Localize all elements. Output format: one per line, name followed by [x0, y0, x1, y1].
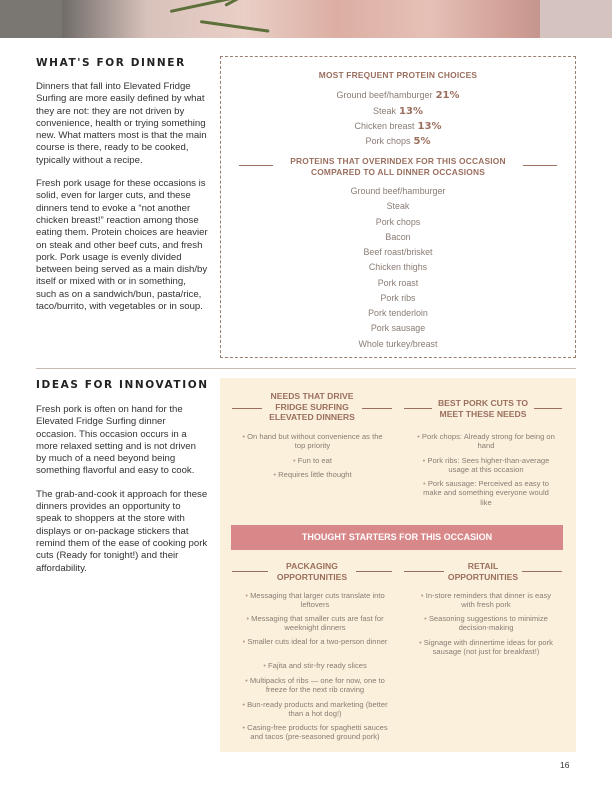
header-photo	[0, 0, 612, 38]
section-title-ideas: IDEAS FOR INNOVATION	[36, 379, 209, 391]
overindex-item: Chicken thighs	[368, 262, 428, 272]
best-cuts-bullet: • Pork chops: Already strong for being on hand	[417, 432, 555, 451]
frequent-label: Steak	[373, 106, 397, 116]
packaging-title-line: OPPORTUNITIES	[276, 571, 348, 582]
retail-bullet: • Seasoning suggestions to minimize decision-making	[417, 614, 555, 633]
overindex-item: Pork roast	[377, 278, 419, 288]
page-number: 16	[560, 760, 570, 770]
divider-rule	[232, 571, 268, 572]
needs-bullet: • On hand but without convenience as the top priority	[240, 432, 385, 451]
retail-title-line: OPPORTUNITIES	[447, 571, 519, 582]
dinner-body	[36, 81, 208, 324]
packaging-bullet: • Messaging that smaller cuts are fast for weeknight dinners	[236, 614, 394, 633]
retail-bullet: • In-store reminders that dinner is easy with fresh pork	[417, 591, 555, 610]
needs-bullet: • Requires little thought	[240, 470, 385, 479]
overindex-item: Whole turkey/breast	[358, 339, 438, 349]
overindex-title-line: PROTEINS THAT OVERINDEX FOR THIS OCCASION	[290, 156, 506, 166]
frequent-label: Pork chops	[365, 136, 411, 146]
packaging-title-line: PACKAGING	[286, 561, 338, 571]
retail-title	[442, 561, 524, 582]
overindex-item: Bacon	[385, 232, 411, 242]
divider-rule	[534, 408, 562, 409]
frequent-item	[221, 136, 575, 147]
overindex-title-line: COMPARED TO ALL DINNER OCCASIONS	[310, 166, 486, 177]
frequent-item	[221, 106, 575, 117]
frequent-item	[221, 90, 575, 101]
frequent-item	[221, 121, 575, 132]
best-cuts-title-line: MEET THESE NEEDS	[439, 408, 527, 419]
overindex-item: Pork tenderloin	[368, 308, 428, 318]
packaging-bullet: • Multipacks of ribs — one for now, one to freeze for the next rib craving	[236, 676, 394, 695]
section-title-dinner: WHAT'S FOR DINNER	[36, 57, 186, 69]
frequent-label: Ground beef/hamburger	[336, 90, 433, 100]
best-cuts-title-line: BEST PORK CUTS TO	[437, 398, 529, 408]
divider-rule	[404, 408, 432, 409]
retail-title-line: RETAIL	[467, 561, 499, 571]
needs-title-line: NEEDS THAT DRIVE	[270, 391, 354, 401]
packaging-title	[266, 561, 358, 582]
needs-title-line: ELEVATED DINNERS	[269, 412, 355, 423]
needs-title-line: FRIDGE SURFING	[275, 401, 349, 412]
ideas-paragraph: The grab-and-cook it approach for these dinners provides an opportunity to speak to shoppers at the store with displays or on-package stickers that remind them of the ease of cooking pork cuts (Ready for tonight!) and their affordability.	[36, 488, 208, 574]
best-cuts-bullet: • Pork ribs: Sees higher-than-average usage at this occasion	[417, 456, 555, 475]
overindex-item: Ground beef/hamburger	[350, 186, 446, 196]
dinner-paragraph: Fresh pork usage for these occasions is solid, even for larger cuts, and these dinners tend to evoke a “not another chicken breast!” reaction among those eating them. Protein choices are heavier on steak and other beef cuts, and fresh pork. Pork usage is evenly divided between being served as a main dish/by itself or mixed with or in something, such as on a sandwich/bun, pasta/rice, taco/burrito, with vegetables or in soup.	[36, 178, 208, 313]
frequent-title: MOST FREQUENT PROTEIN CHOICES	[318, 70, 478, 80]
needs-bullet: • Fun to eat	[240, 456, 385, 465]
packaging-bullet: • Messaging that larger cuts translate into leftovers	[236, 591, 394, 610]
protein-choices-box	[220, 56, 576, 358]
frequent-pct: 13%	[417, 121, 442, 132]
overindex-item: Pork sausage	[370, 323, 426, 333]
dinner-paragraph: Dinners that fall into Elevated Fridge Surfing are more easily defined by what they are not: they are not driven by convenience, health or trying something new. What matters most is that the main course is there, ready to be cooked, typically without a recipe.	[36, 81, 207, 166]
frequent-pct: 13%	[399, 106, 423, 117]
packaging-bullet: • Fajita and stir-fry ready slices	[236, 661, 394, 670]
frequent-label: Chicken breast	[354, 121, 415, 131]
frequent-pct: 21%	[435, 90, 460, 101]
packaging-bullet: • Smaller cuts ideal for a two-person dinner	[236, 637, 394, 646]
frequent-pct: 5%	[413, 136, 431, 147]
packaging-bullet: • Bun-ready products and marketing (better than a hot dog!)	[236, 700, 394, 719]
overindex-item: Steak	[386, 201, 410, 211]
needs-title	[262, 391, 362, 423]
best-cuts-bullet: • Pork sausage: Perceived as easy to make and something everyone would like	[417, 479, 555, 507]
retail-bullet: • Signage with dinnertime ideas for pork sausage (not just for breakfast!)	[417, 638, 555, 657]
section-divider	[36, 368, 576, 369]
divider-rule	[404, 571, 444, 572]
rosemary-sprig	[200, 20, 270, 33]
overindex-title	[221, 156, 575, 177]
rosemary-sprig	[170, 0, 259, 13]
overindex-item: Pork ribs	[380, 293, 416, 303]
ideas-body	[36, 404, 208, 586]
divider-rule	[362, 408, 392, 409]
divider-rule	[356, 571, 392, 572]
overindex-item: Beef roast/brisket	[363, 247, 433, 257]
ideas-paragraph: Fresh pork is often on hand for the Elevated Fridge Surfing dinner occasion. This occasion occurs in a more relaxed setting and is not driven by much of a need beyond being something flavorful and easy to cook.	[36, 404, 196, 477]
packaging-bullet: • Casing-free products for spaghetti sauces and tacos (pre-seasoned ground pork)	[236, 723, 394, 742]
thought-starters-banner: THOUGHT STARTERS FOR THIS OCCASION	[231, 525, 563, 550]
divider-rule	[232, 408, 262, 409]
best-cuts-title	[430, 398, 536, 419]
overindex-item: Pork chops	[375, 217, 421, 227]
divider-rule	[522, 571, 562, 572]
